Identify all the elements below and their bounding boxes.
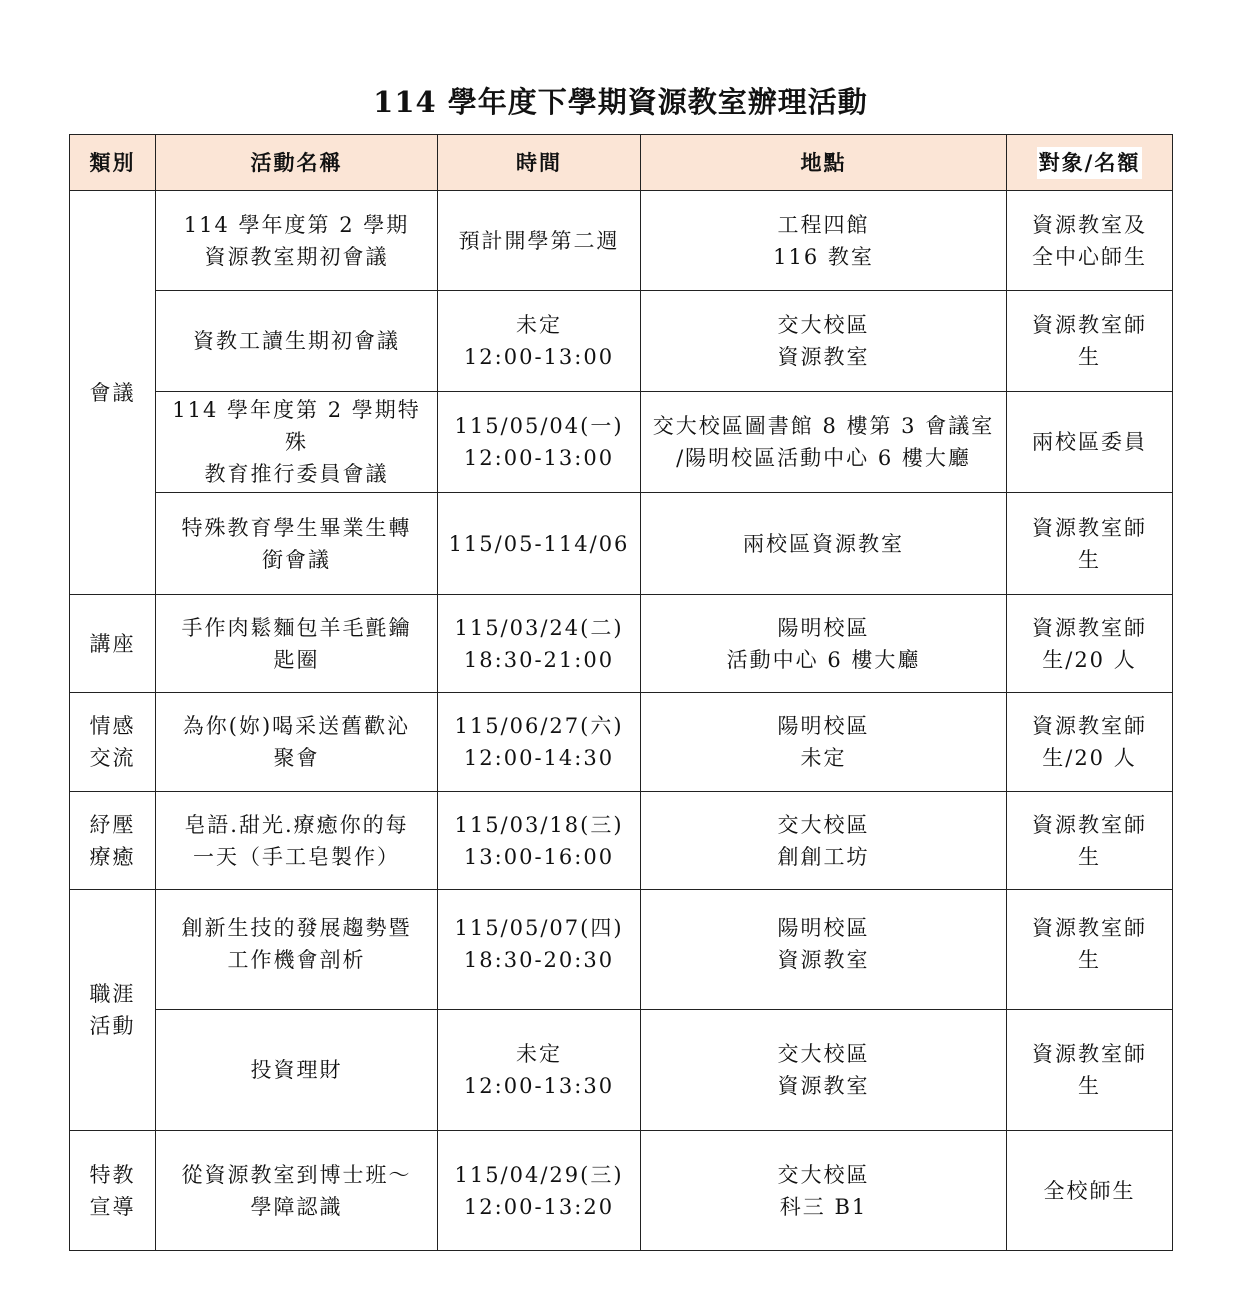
header-row: [70, 135, 1173, 191]
audience-cell: 資源教室師 生: [1007, 291, 1173, 392]
audience-cell: 資源教室師 生/20 人: [1007, 693, 1173, 792]
audience-cell: 全校師生: [1007, 1131, 1173, 1251]
category-cell: 情感 交流: [70, 693, 156, 792]
audience-cell: 資源教室師 生: [1007, 792, 1173, 890]
table-row: [70, 493, 1173, 595]
location-cell: 兩校區資源教室: [641, 493, 1007, 595]
location-cell: 陽明校區 資源教室: [641, 890, 1007, 1010]
table-row: [70, 693, 1173, 792]
header-category: 類別: [70, 135, 156, 191]
header-audience: 對象/名額: [1007, 135, 1173, 191]
category-cell: 紓壓 療癒: [70, 792, 156, 890]
activity-cell: 資教工讀生期初會議: [156, 291, 438, 392]
page-title: 114 學年度下學期資源教室辦理活動: [373, 85, 868, 119]
header-location: 地點: [641, 135, 1007, 191]
audience-cell: 兩校區委員: [1007, 392, 1173, 493]
location-cell: 陽明校區 未定: [641, 693, 1007, 792]
location-cell: 交大校區 資源教室: [641, 291, 1007, 392]
table-row: [70, 392, 1173, 493]
time-cell: 115/05/07(四) 18:30-20:30: [438, 890, 641, 1010]
table-row: [70, 191, 1173, 291]
table-row: [70, 792, 1173, 890]
time-cell: 未定 12:00-13:00: [438, 291, 641, 392]
audience-cell: 資源教室師 生: [1007, 890, 1173, 1010]
location-cell: 交大校區 創創工坊: [641, 792, 1007, 890]
audience-cell: 資源教室師 生: [1007, 1010, 1173, 1131]
time-cell: 預計開學第二週: [438, 191, 641, 291]
location-cell: 陽明校區 活動中心 6 樓大廳: [641, 595, 1007, 693]
table-row: [70, 291, 1173, 392]
audience-cell: 資源教室師 生/20 人: [1007, 595, 1173, 693]
time-cell: 115/03/18(三) 13:00-16:00: [438, 792, 641, 890]
table-row: [70, 595, 1173, 693]
time-cell: 115/05-114/06: [438, 493, 641, 595]
audience-cell: 資源教室師 生: [1007, 493, 1173, 595]
activity-table: [69, 134, 1173, 1251]
table-row: [70, 1010, 1173, 1131]
table-row: [70, 890, 1173, 1010]
location-cell: 工程四館 116 教室: [641, 191, 1007, 291]
activity-cell: 創新生技的發展趨勢暨 工作機會剖析: [156, 890, 438, 1010]
header-time: 時間: [438, 135, 641, 191]
time-cell: 115/05/04(一) 12:00-13:00: [438, 392, 641, 493]
audience-cell: 資源教室及 全中心師生: [1007, 191, 1173, 291]
activity-cell: 手作肉鬆麵包羊毛氈鑰 匙圈: [156, 595, 438, 693]
time-cell: 115/04/29(三) 12:00-13:20: [438, 1131, 641, 1251]
activity-cell: 為你(妳)喝采送舊歡沁 聚會: [156, 693, 438, 792]
activity-cell: 皂語.甜光.療癒你的每 一天（手工皂製作）: [156, 792, 438, 890]
location-cell: 交大校區 資源教室: [641, 1010, 1007, 1131]
category-cell: 講座: [70, 595, 156, 693]
location-cell: 交大校區圖書館 8 樓第 3 會議室 /陽明校區活動中心 6 樓大廳: [641, 392, 1007, 493]
location-cell: 交大校區 科三 B1: [641, 1131, 1007, 1251]
time-cell: 115/03/24(二) 18:30-21:00: [438, 595, 641, 693]
activity-cell: 特殊教育學生畢業生轉 銜會議: [156, 493, 438, 595]
time-cell: 未定 12:00-13:30: [438, 1010, 641, 1131]
activity-cell: 114 學年度第 2 學期 資源教室期初會議: [156, 191, 438, 291]
activity-cell: 從資源教室到博士班～ 學障認識: [156, 1131, 438, 1251]
header-activity: 活動名稱: [156, 135, 438, 191]
category-cell: 會議: [70, 191, 156, 595]
activity-cell: 投資理財: [156, 1010, 438, 1131]
activity-cell: 114 學年度第 2 學期特殊 教育推行委員會議: [156, 392, 438, 493]
category-cell: 特教 宣導: [70, 1131, 156, 1251]
category-cell: 職涯 活動: [70, 890, 156, 1131]
table-row: [70, 1131, 1173, 1251]
time-cell: 115/06/27(六) 12:00-14:30: [438, 693, 641, 792]
